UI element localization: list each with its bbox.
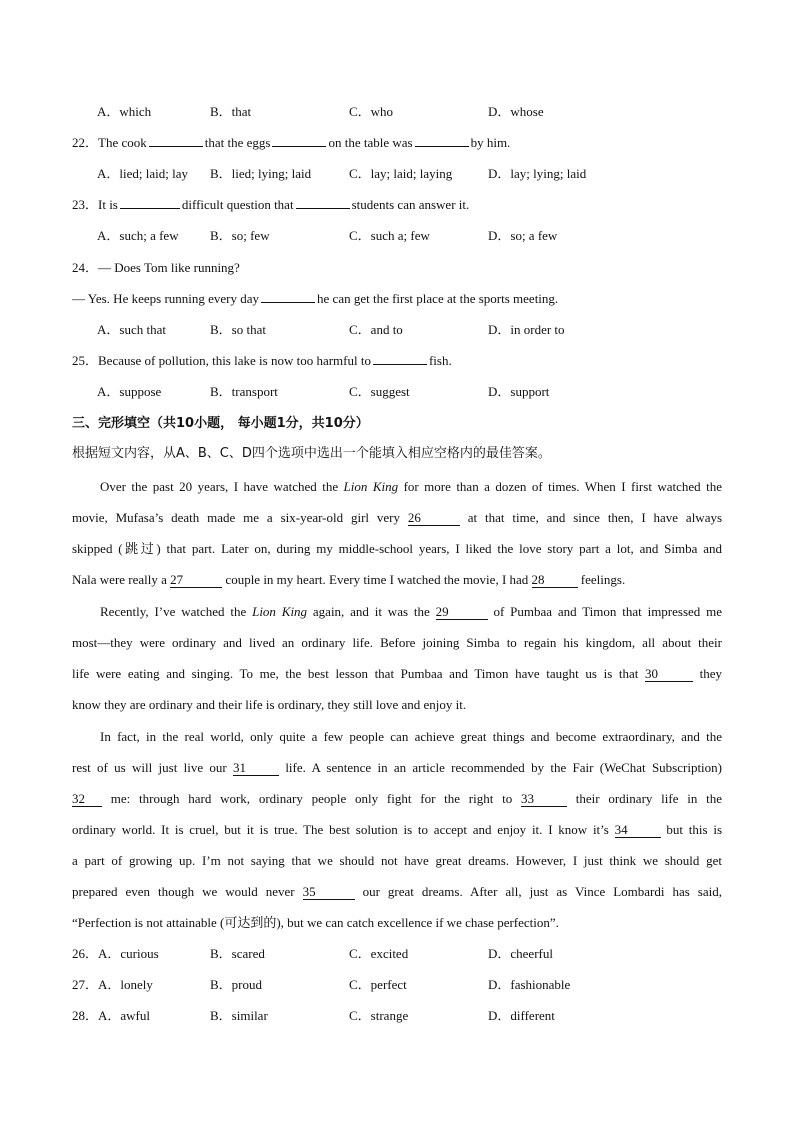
movie-title: Lion King [343,479,399,494]
q23-blank-1[interactable] [120,195,180,209]
q24-text: he can get the first place at the sports meeting. [317,291,559,306]
passage-line: skipped (跳过) that part. Later on, during my middle-school years, I liked the love story part a lot, and Simba and [72,541,722,556]
q22-option-d[interactable]: D．lay; lying; laid [488,166,587,181]
q25-option-d[interactable]: D．support [488,384,550,399]
blank-27[interactable]: 27 [170,572,222,588]
question-23 [72,195,469,215]
question-24 [72,258,240,278]
q23-option-b[interactable]: B．so; few [210,228,270,243]
q28-option-d[interactable]: D．different [488,1008,555,1023]
q25-option-a[interactable]: A．suppose [97,384,162,399]
passage-line: know they are ordinary and their life is ordinary, they still love and enjoy it. [72,697,467,712]
passage-line: prepared even though we would never 35 our great dreams. After all, just as Vince Lombardi has said, [72,884,723,899]
blank-33[interactable]: 33 [521,791,567,807]
q22-option-c[interactable]: C．lay; laid; laying [349,166,453,181]
passage-line: most—they were ordinary and lived an ordinary life. Before joining Simba to regain his kingdom, all about their [72,635,722,650]
q22-text: on the table was [328,135,413,150]
passage-line: movie, Mufasa’s death made me a six-year-old girl very 26 at that time, and since then, I have always [72,510,723,525]
blank-28[interactable]: 28 [532,572,578,588]
q24-option-a[interactable]: A．such that [97,322,166,337]
passage-line: Recently, I’ve watched the Lion King again, and it was the 29 of Pumbaa and Timon that impressed me [100,604,723,619]
blank-31[interactable]: 31 [233,760,279,776]
question-24-answer-line [72,289,558,309]
q21-option-c[interactable]: C．who [349,104,394,119]
q23-option-c[interactable]: C．such a; few [349,228,430,243]
passage-line: life were eating and singing. To me, the best lesson that Pumbaa and Timon have taught us is that 30 they [72,666,723,681]
q21-option-b[interactable]: B．that [210,104,252,119]
q26-option-c[interactable]: C．excited [349,946,409,961]
section-instruction: 根据短文内容，从A、B、C、D四个选项中选出一个能填入相应空格内的最佳答案。 [72,446,551,461]
q28-option-b[interactable]: B．similar [210,1008,268,1023]
q21-option-a[interactable]: A．which [97,104,152,119]
blank-34[interactable]: 34 [615,822,661,838]
q25-option-c[interactable]: C．suggest [349,384,410,399]
q26-option-a[interactable]: 26．A．curious [72,946,159,961]
q28-option-c[interactable]: C．strange [349,1008,409,1023]
q22-blank-1[interactable] [149,133,203,147]
passage-paragraph-2 [72,596,722,720]
q27-option-a[interactable]: 27．A．lonely [72,977,153,992]
passage-line: 32 me: through hard work, ordinary people only fight for the right to 33 their ordinary life in the [72,791,723,806]
q27-option-b[interactable]: B．proud [210,977,263,992]
q24-option-d[interactable]: D．in order to [488,322,565,337]
q23-option-a[interactable]: A．such; a few [97,228,179,243]
q23-blank-2[interactable] [296,195,350,209]
passage-line: “Perfection is not attainable (可达到的), but we can catch excellence if we chase perfection”. [72,915,559,930]
passage-line: In fact, in the real world, only quite a few people can achieve great things and become extraordinary, and the [100,729,722,744]
q24-blank[interactable] [261,289,315,303]
movie-title: Lion King [252,604,308,619]
q22-option-b[interactable]: B．lied; lying; laid [210,166,312,181]
q23-text: difficult question that [181,197,294,212]
passage-paragraph-1 [72,471,722,595]
passage-line: Nala were really a 27 couple in my heart. Every time I watched the movie, I had 28 feelings. [72,572,626,587]
q22-text: that the eggs [204,135,271,150]
blank-35[interactable]: 35 [303,884,355,900]
question-25 [72,351,452,371]
q22-text: by him. [470,135,511,150]
q22-blank-2[interactable] [272,133,326,147]
passage-line: ordinary world. It is cruel, but it is true. The best solution is to accept and enjoy it. I know it’s 34 but this is [72,822,723,837]
q25-text: fish. [428,353,452,368]
q24-option-b[interactable]: B．so that [210,322,266,337]
blank-26[interactable]: 26 [408,510,460,526]
q24-option-c[interactable]: C．and to [349,322,403,337]
passage-line: rest of us will just live our 31 life. A sentence in an article recommended by the Fair (WeChat Subscription) [72,760,723,775]
blank-30[interactable]: 30 [645,666,693,682]
q24-text: — Yes. He keeps running every day [72,291,260,306]
q23-text: 23．It is [72,197,118,212]
q23-text: students can answer it. [351,197,470,212]
q22-option-a[interactable]: A．lied; laid; lay [97,166,188,181]
q26-option-d[interactable]: D．cheerful [488,946,553,961]
q22-text: 22．The cook [72,135,147,150]
q21-option-d[interactable]: D．whose [488,104,544,119]
q25-blank[interactable] [373,351,427,365]
section-title: 三、完形填空（共10小题， 每小题1分，共10分） [72,416,369,431]
q27-option-d[interactable]: D．fashionable [488,977,571,992]
q24-text: 24．— Does Tom like running? [72,260,240,275]
passage-line: Over the past 20 years, I have watched the Lion King for more than a dozen of times. When I first watched the [100,479,723,494]
q23-option-d[interactable]: D．so; a few [488,228,558,243]
q27-option-c[interactable]: C．perfect [349,977,407,992]
q25-option-b[interactable]: B．transport [210,384,278,399]
q25-text: 25．Because of pollution, this lake is now too harmful to [72,353,371,368]
question-22 [72,133,510,153]
q26-option-b[interactable]: B．scared [210,946,265,961]
passage-paragraph-3 [72,721,722,938]
blank-32[interactable]: 32 [72,791,102,807]
passage-line: a part of growing up. I’m not saying that we should not have great dreams. However, I just think we should get [72,853,722,868]
blank-29[interactable]: 29 [436,604,488,620]
q28-option-a[interactable]: 28．A．awful [72,1008,150,1023]
q22-blank-3[interactable] [415,133,469,147]
